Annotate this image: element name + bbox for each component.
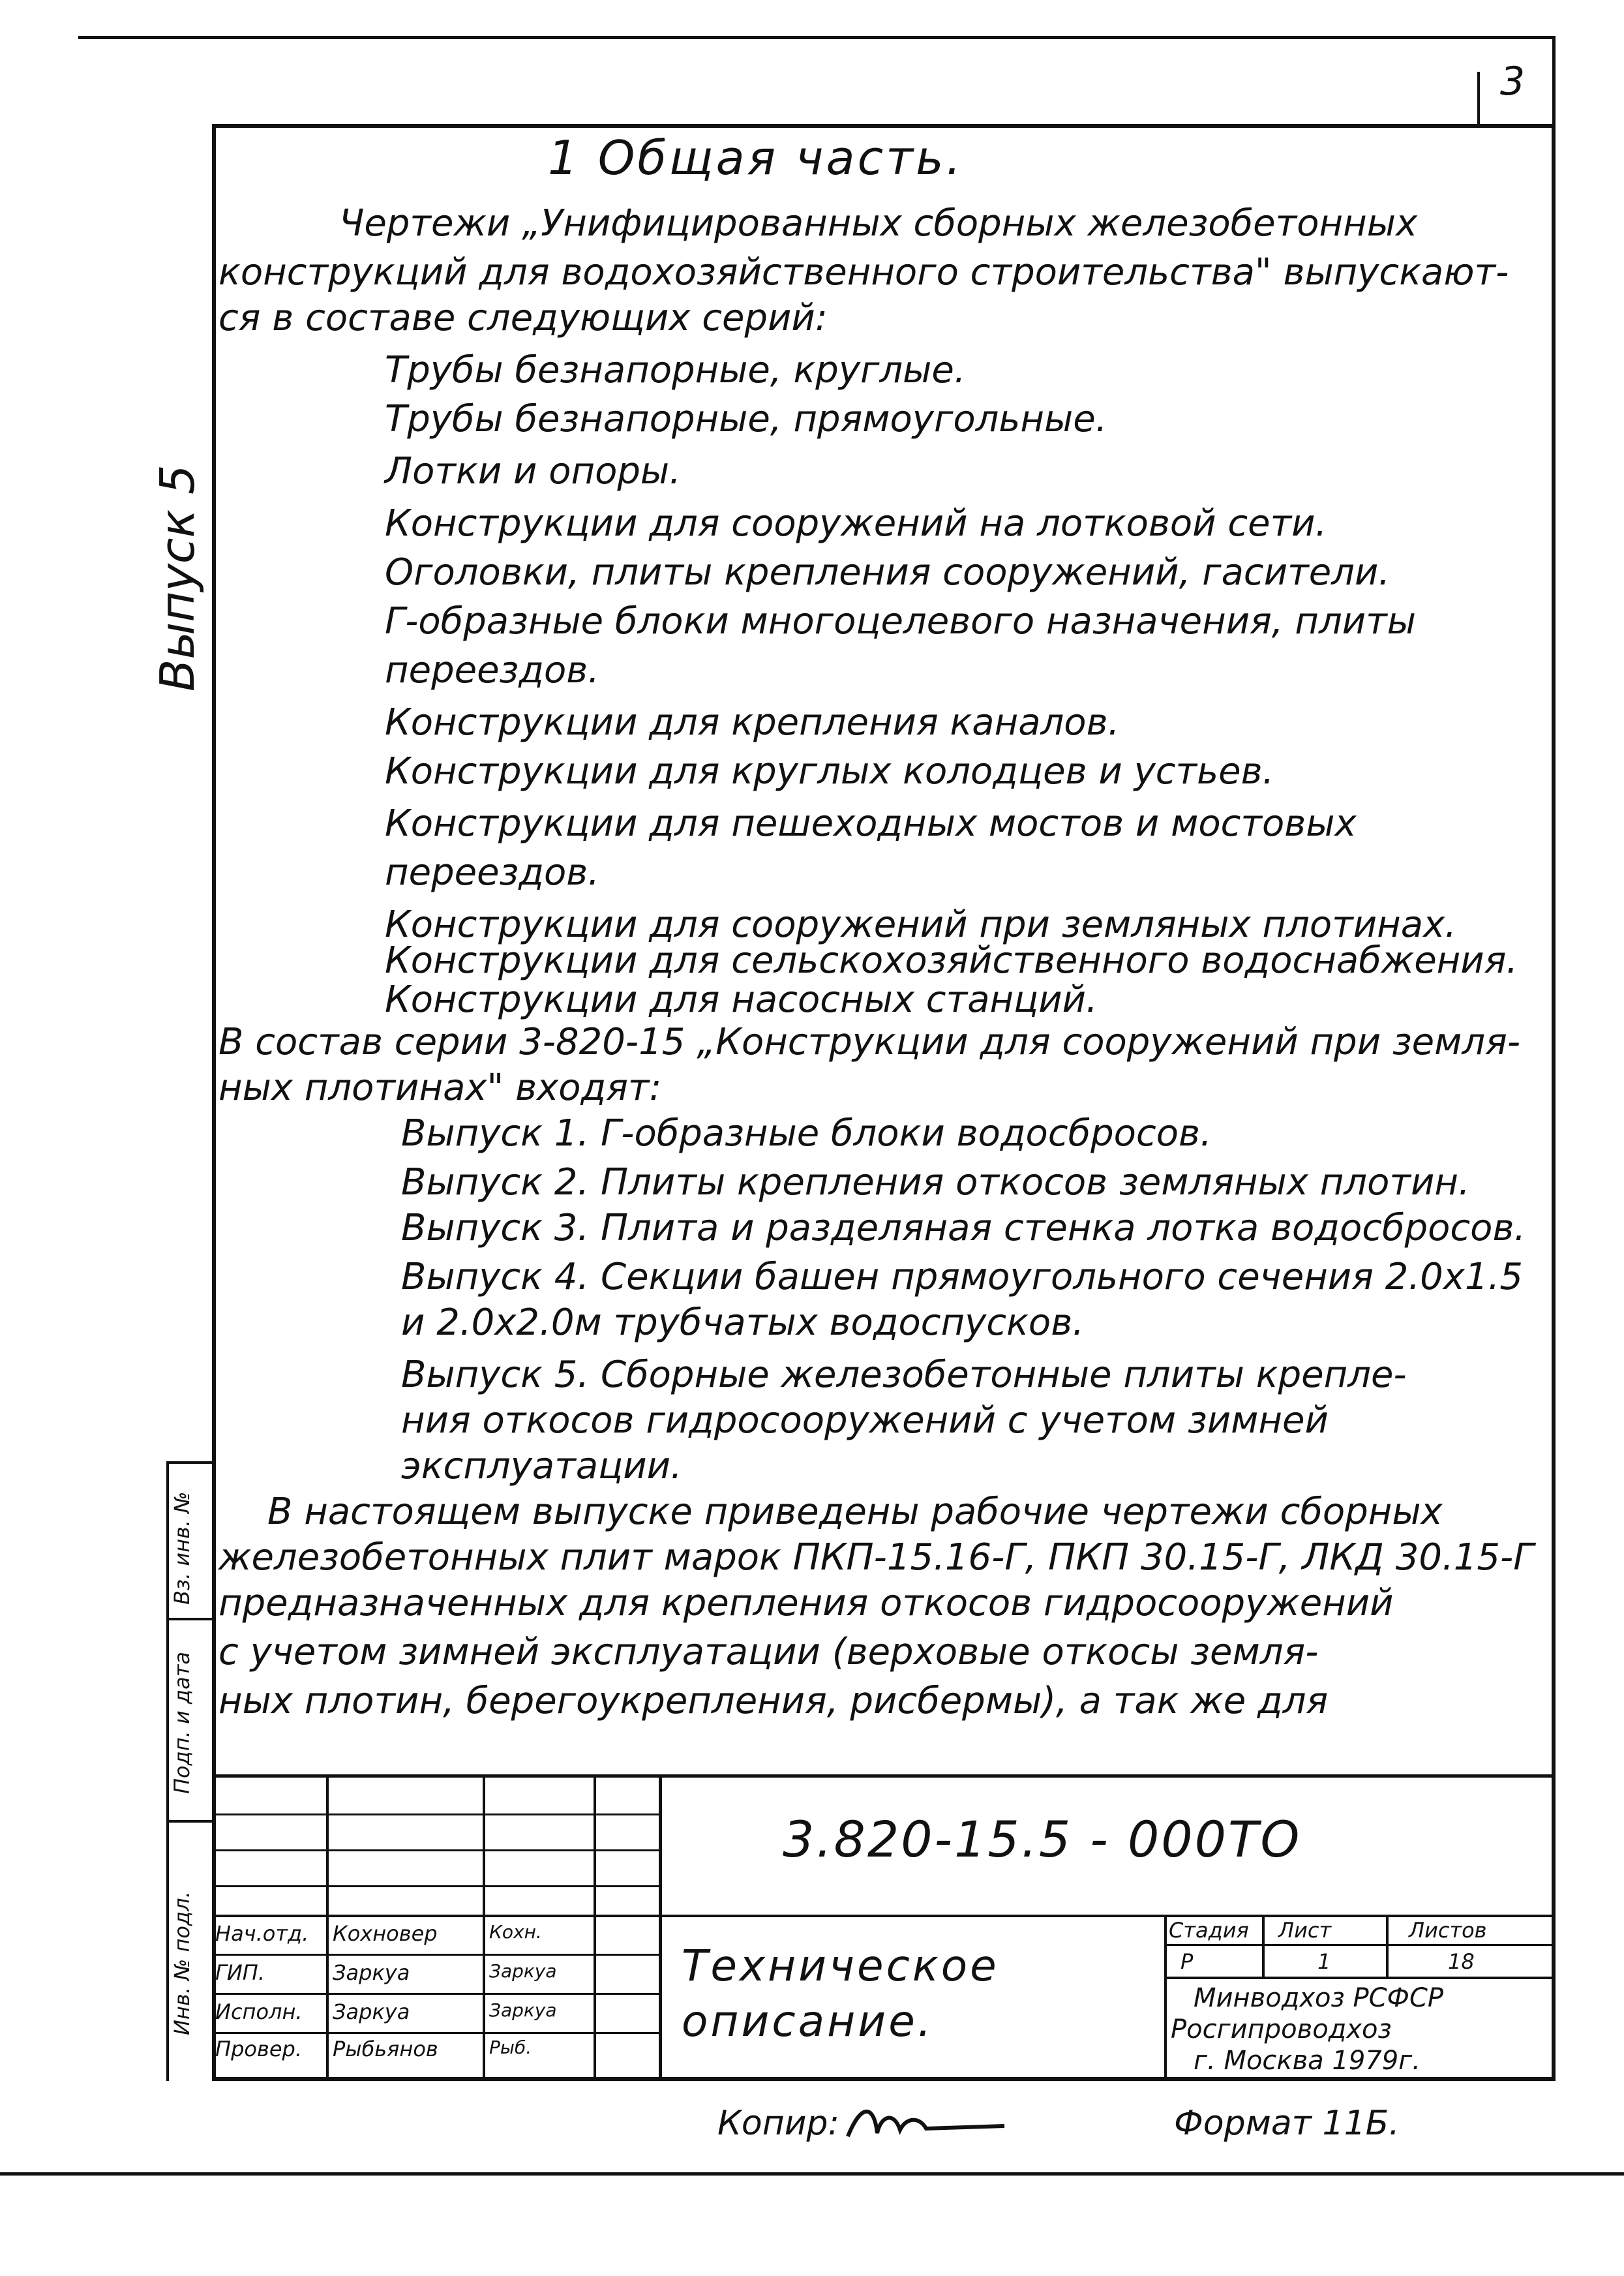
stamp-col-line — [594, 1774, 596, 2081]
sheets-value: 18 — [1448, 1949, 1475, 1974]
stamp-col-line — [483, 1774, 485, 2081]
org-line-3: г. Москва 1979г. — [1194, 2046, 1421, 2076]
stage-label: Стадия — [1169, 1918, 1249, 1943]
series-item: переездов. — [385, 649, 600, 691]
left-strip-bottom-label: Инв. № подл. — [170, 1891, 194, 2035]
footer-copy-label: Копир: — [717, 2104, 840, 2143]
stamp-signature: Заркуа — [489, 1960, 557, 1982]
stamp-role: Нач.отд. — [215, 1921, 309, 1946]
stamp-right-hline — [1164, 1944, 1556, 1946]
stamp-row-line — [212, 1849, 659, 1851]
left-strip-mid-label: Подп. и дата — [170, 1652, 194, 1794]
stamp-row-line — [212, 1954, 659, 1956]
left-strip-hline — [166, 1820, 215, 1823]
stamp-col-line — [659, 1774, 662, 2081]
series-intro-line-2: ных плотинах" входят: — [218, 1067, 662, 1109]
left-strip-hline — [166, 1618, 215, 1620]
stamp-name: Заркуа — [333, 1960, 410, 1985]
sheet-number: 3 — [1500, 59, 1526, 104]
stamp-right-hline — [1164, 1977, 1556, 1979]
series-item: Конструкции для сооружений на лотковой сети. — [385, 502, 1327, 545]
section-title: 1 Общая часть. — [548, 130, 964, 185]
org-line-2: Росгипроводхоз — [1171, 2014, 1392, 2044]
series-item: Г-образные блоки многоцелевого назначения, плиты — [385, 600, 1417, 643]
closing-line: В настоящем выпуске приведены рабочие чертежи сборных — [267, 1491, 1443, 1533]
series-item: Лотки и опоры. — [385, 450, 681, 493]
stamp-name: Рыбьянов — [333, 2037, 438, 2061]
stamp-row-line — [212, 2032, 659, 2034]
bottom-border-line — [0, 2172, 1624, 2176]
sheets-label: Листов — [1409, 1918, 1487, 1943]
stamp-role: ГИП. — [215, 1960, 265, 1985]
document-code: 3.820-15.5 - 000ТО — [783, 1810, 1302, 1868]
right-edge-line — [1552, 36, 1556, 127]
series-item: переездов. — [385, 851, 600, 894]
left-strip-hline — [166, 1461, 215, 1464]
stamp-row-line — [212, 1813, 659, 1815]
stamp-right-vline — [1164, 1915, 1167, 2081]
issue-item: Выпуск 1. Г-образные блоки водосбросов. — [401, 1112, 1212, 1155]
issue-item: Выпуск 3. Плита и разделяная стенка лотка водосбросов. — [401, 1207, 1526, 1249]
series-intro-line-1: В состав серии 3-820-15 „Конструкции для сооружений при земля- — [218, 1021, 1521, 1063]
series-item: Конструкции для круглых колодцев и устьев. — [385, 750, 1274, 793]
sheet-label: Лист — [1278, 1918, 1332, 1943]
issue-item: Выпуск 2. Плиты крепления откосов земляных плотин. — [401, 1161, 1470, 1204]
stamp-name: Кохновер — [333, 1921, 438, 1946]
issue-item: Выпуск 5. Сборные железобетонные плиты крепле- — [401, 1354, 1407, 1396]
closing-line: предназначенных для крепления откосов гидросооружений — [218, 1582, 1394, 1624]
closing-line: железобетонных плит марок ПКП-15.16-Г, ПКП 30.15-Г, ЛКД 30.15-Г — [218, 1536, 1534, 1579]
issue-item: Выпуск 4. Секции башен прямоугольного сечения 2.0х1.5 — [401, 1256, 1523, 1298]
stamp-row-line — [212, 1993, 659, 1995]
stage-value: Р — [1180, 1949, 1194, 1974]
issue-item: ния откосов гидросооружений с учетом зимней — [401, 1399, 1329, 1442]
stamp-name: Заркуа — [333, 1999, 410, 2024]
series-item: Оголовки, плиты крепления сооружений, гасители. — [385, 551, 1391, 594]
sheet-number-divider — [1477, 72, 1480, 124]
intro-line-3: ся в составе следующих серий: — [218, 297, 828, 339]
intro-line-1: Чертежи „Унифицированных сборных железобетонных — [339, 202, 1418, 245]
stamp-col-line — [326, 1774, 329, 2081]
stamp-row-line — [212, 1885, 659, 1887]
closing-line: ных плотин, берегоукрепления, рисбермы), а так же для — [218, 1680, 1329, 1722]
intro-line-2: конструкций для водохозяйственного строительства" выпускают- — [218, 251, 1509, 294]
stamp-row-line — [212, 1915, 659, 1917]
left-strip-vline — [166, 1461, 169, 2081]
series-item: Конструкции для сельскохозяйственного водоснабжения. — [385, 939, 1518, 982]
org-line-1: Минводхоз РСФСР — [1194, 1983, 1444, 2013]
stamp-signature: Кохн. — [489, 1921, 542, 1943]
left-strip-top-label: Вз. инв. № — [170, 1491, 194, 1605]
series-item: Конструкции для насосных станций. — [385, 979, 1098, 1021]
document-title-2: описание. — [682, 1996, 934, 2046]
series-item: Конструкции для крепления каналов. — [385, 701, 1120, 744]
footer-format: Формат 11Б. — [1174, 2104, 1400, 2143]
document-title-1: Техническое — [682, 1941, 999, 1991]
issue-item: и 2.0х2.0м трубчатых водоспусков. — [401, 1301, 1084, 1344]
series-item: Трубы безнапорные, круглые. — [385, 349, 966, 391]
side-label: Выпуск 5 — [150, 464, 205, 691]
stamp-role: Провер. — [215, 2037, 302, 2061]
issue-item: эксплуатации. — [401, 1445, 682, 1487]
series-item: Конструкции для пешеходных мостов и мостовых — [385, 802, 1357, 845]
closing-line: с учетом зимней эксплуатации (верховые откосы земля- — [218, 1631, 1319, 1673]
series-item: Конструкции для сооружений при земляных плотинах. — [385, 903, 1457, 946]
stamp-top-line — [212, 1774, 1556, 1778]
stamp-role: Исполн. — [215, 1999, 303, 2024]
stamp-mid-line — [659, 1915, 1556, 1917]
stamp-signature: Рыб. — [489, 2037, 532, 2058]
top-border-line — [78, 36, 1552, 39]
series-item: Трубы безнапорные, прямоугольные. — [385, 398, 1107, 440]
copier-signature — [841, 2097, 1011, 2149]
sheet-value: 1 — [1317, 1949, 1331, 1974]
stamp-signature: Заркуа — [489, 1999, 557, 2021]
